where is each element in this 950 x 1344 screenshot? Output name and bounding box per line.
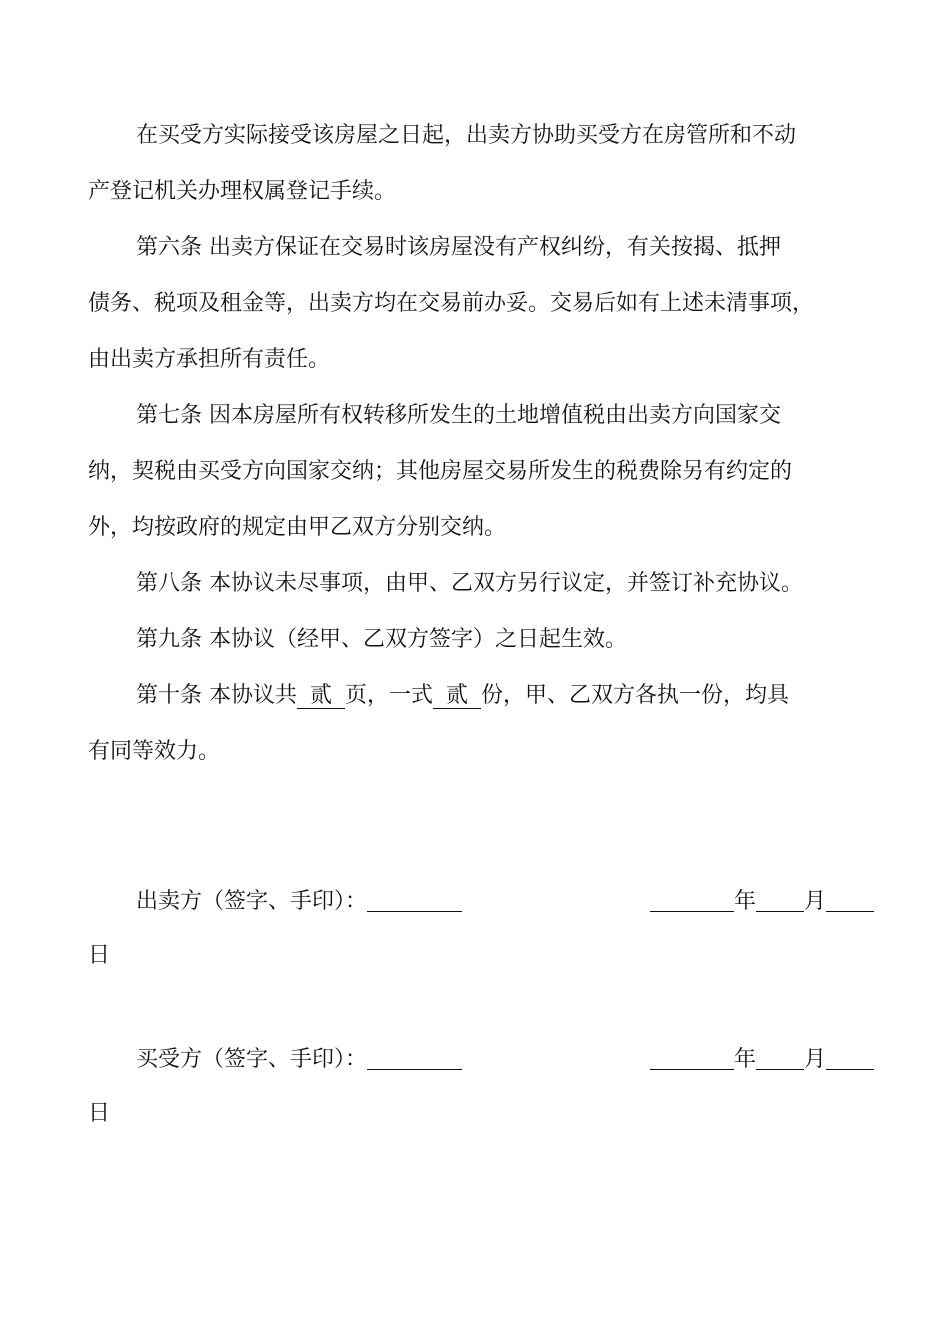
seller-day-blank[interactable] xyxy=(826,891,874,912)
seller-month-blank[interactable] xyxy=(756,891,804,912)
article-10-line-1 xyxy=(136,682,789,710)
article-9-line-1: 第九条 本协议（经甲、乙双方签字）之日起生效。 xyxy=(136,627,627,652)
seller-year-blank[interactable] xyxy=(650,891,734,912)
buyer-date xyxy=(650,1046,874,1074)
buyer-signature-blank[interactable] xyxy=(367,1049,462,1070)
buyer-day-blank[interactable] xyxy=(826,1049,874,1070)
buyer-signature-row xyxy=(0,1046,950,1076)
copy-count-value: 贰 xyxy=(433,684,481,709)
article-6-line-3: 由出卖方承担所有责任。 xyxy=(88,347,331,372)
seller-signature-label: 出卖方（签字、手印）： xyxy=(136,889,368,914)
article-7-line-2: 纳，契税由买受方向国家交纳；其他房屋交易所发生的税费除另有约定的 xyxy=(88,459,793,484)
buyer-year-blank[interactable] xyxy=(650,1049,734,1070)
seller-signature-row xyxy=(0,888,950,918)
article-6-line-2: 债务、税项及租金等，出卖方均在交易前办妥。交易后如有上述未清事项， xyxy=(88,291,815,316)
article-7-line-1: 第七条 因本房屋所有权转移所发生的土地增值税由出卖方向国家交 xyxy=(136,403,781,428)
seller-month-label: 月 xyxy=(804,889,827,914)
article-10-prefix: 第十条 本协议共 xyxy=(136,683,297,708)
intro-line-1: 在买受方实际接受该房屋之日起，出卖方协助买受方在房管所和不动 xyxy=(136,123,797,148)
article-10-mid: 页，一式 xyxy=(345,683,434,708)
buyer-signature-label: 买受方（签字、手印）： xyxy=(136,1047,368,1072)
buyer-signature xyxy=(136,1046,462,1074)
article-7-line-3: 外，均按政府的规定由甲乙双方分别交纳。 xyxy=(88,515,507,540)
seller-signature-blank[interactable] xyxy=(367,891,462,912)
buyer-month-label: 月 xyxy=(804,1047,827,1072)
article-10-suffix: 份，甲、乙双方各执一份，均具 xyxy=(481,683,790,708)
buyer-year-label: 年 xyxy=(734,1047,757,1072)
seller-date xyxy=(650,888,874,916)
buyer-day-label: 日 xyxy=(88,1101,111,1126)
article-6-line-1: 第六条 出卖方保证在交易时该房屋没有产权纠纷，有关按揭、抵押 xyxy=(136,235,781,260)
seller-year-label: 年 xyxy=(734,889,757,914)
seller-signature xyxy=(136,888,462,916)
article-8-line-1: 第八条 本协议未尽事项，由甲、乙双方另行议定，并签订补充协议。 xyxy=(136,571,803,596)
seller-day-label: 日 xyxy=(88,943,111,968)
article-10-line-2: 有同等效力。 xyxy=(88,739,221,764)
buyer-month-blank[interactable] xyxy=(756,1049,804,1070)
page-count-value: 贰 xyxy=(297,684,345,709)
intro-line-2: 产登记机关办理权属登记手续。 xyxy=(88,179,397,204)
